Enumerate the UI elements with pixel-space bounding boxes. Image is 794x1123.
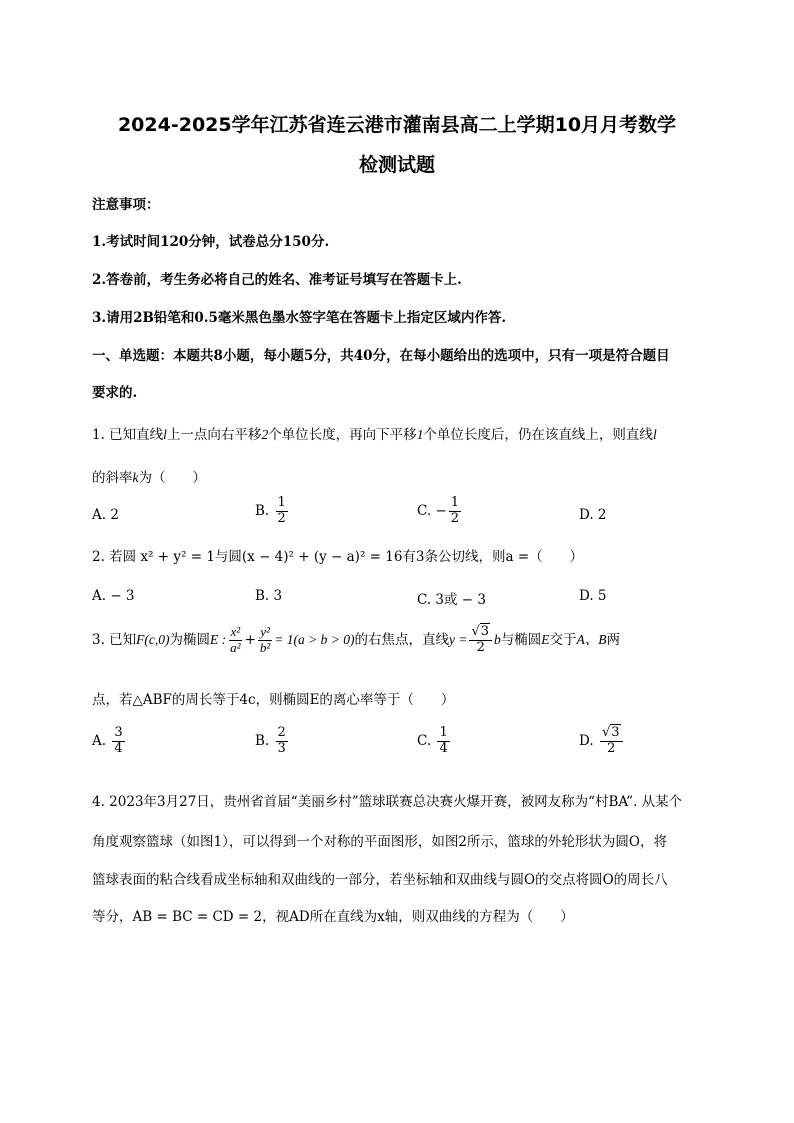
q3-option-a: A. $\frac{3}{4}$ (92, 725, 123, 756)
fraction: $\frac{1}{4}$ (439, 725, 448, 756)
q3-option-b: B. $\frac{2}{3}$ (255, 725, 286, 756)
fraction: $\frac{1}{2}$ (450, 495, 460, 526)
q1-option-a: A. 2 (92, 507, 119, 523)
question-4-text: 4. 2023年3月27日，贵州省首届“美丽乡村”篮球联赛总决赛火爆开赛，被网友称为“村BA”. 从某个 (92, 794, 683, 810)
question-1-text: 1. 已知直线l上一点向右平移2个单位长度，再向下平移1个单位长度后，仍在该直线上，则直线l (92, 427, 657, 443)
exam-title-line2: 检测试题 (358, 154, 435, 176)
q3-option-c: C. $\frac{1}{4}$ (417, 725, 448, 756)
q1-option-c: C. − $\frac{1}{2}$ (417, 495, 460, 526)
question-4-text-2: 角度观察篮球（如图1），可以得到一个对称的平面图形，如图2所示，篮球的外轮形状为圆O，将 (92, 834, 667, 850)
exam-title-line1: 2024-2025学年江苏省连云港市灌南县高二上学期10月月考数学 (117, 114, 677, 136)
fraction: $\frac{2}{3}$ (277, 725, 286, 756)
fraction: $\frac{\text{x²}}{\text{a²}}$ (230, 624, 241, 655)
question-4-text-4: 等分，AB = BC = CD = 2，视AD所在直线为x轴，则双曲线的方程为（ ） (92, 909, 574, 925)
question-3-text: 3. 已知F(c,0)为椭圆E : $\frac{\text{x²}}{\text{a²}}$ + $\frac{\text{y²}}{\text{b²}}$ = 1(a > b > 0)的右焦点，直线y = $\frac{√3}{2}$ b与椭圆E交于A、B两 (92, 624, 621, 655)
notice-item-1: 1.考试时间120分钟，试卷总分150分. (92, 234, 330, 250)
section1-heading: 一、单选题：本题共8小题，每小题5分，共40分，在每小题给出的选项中，只有一项是符合题目 (92, 348, 670, 364)
question-2-text: 2. 若圆 x² + y² = 1与圆(x − 4)² + (y − a)² = 16有3条公切线，则a =（ ） (92, 549, 584, 565)
notice-heading: 注意事项： (92, 197, 160, 213)
notice-item-3: 3.请用2B铅笔和0.5毫米黑色墨水签字笔在答题卡上指定区域内作答. (92, 310, 507, 326)
question-3-text-cont: 点，若△ABF的周长等于4c，则椭圆E的离心率等于（ ） (92, 692, 455, 708)
fraction: $\frac{√3}{2}$ (469, 625, 492, 656)
q2-option-a: A. − 3 (92, 588, 135, 604)
q2-option-b: B. 3 (255, 588, 283, 604)
section1-heading-cont: 要求的. (92, 385, 138, 401)
q2-option-c: C. 3或 − 3 (417, 592, 487, 608)
q3-option-d: D. $\frac{√3}{2}$ (579, 726, 625, 757)
notice-item-2: 2.答卷前，考生务必将自己的姓名、准考证号填写在答题卡上. (92, 272, 462, 288)
fraction: $\frac{\text{y²}}{\text{b²}}$ (259, 624, 271, 655)
question-1-text-cont: 的斜率k为（ ） (92, 470, 206, 486)
q2-option-d: D. 5 (579, 588, 607, 604)
fraction: $\frac{1}{2}$ (277, 495, 286, 526)
fraction: $\frac{3}{4}$ (114, 725, 123, 756)
q1-option-d: D. 2 (579, 507, 607, 523)
q1-option-b: B. $\frac{1}{2}$ (255, 495, 286, 526)
question-4-text-3: 篮球表面的粘合线看成坐标轴和双曲线的一部分，若坐标轴和双曲线与圆O的交点将圆O的周长八 (92, 872, 668, 888)
fraction: $\frac{√3}{2}$ (600, 726, 623, 757)
